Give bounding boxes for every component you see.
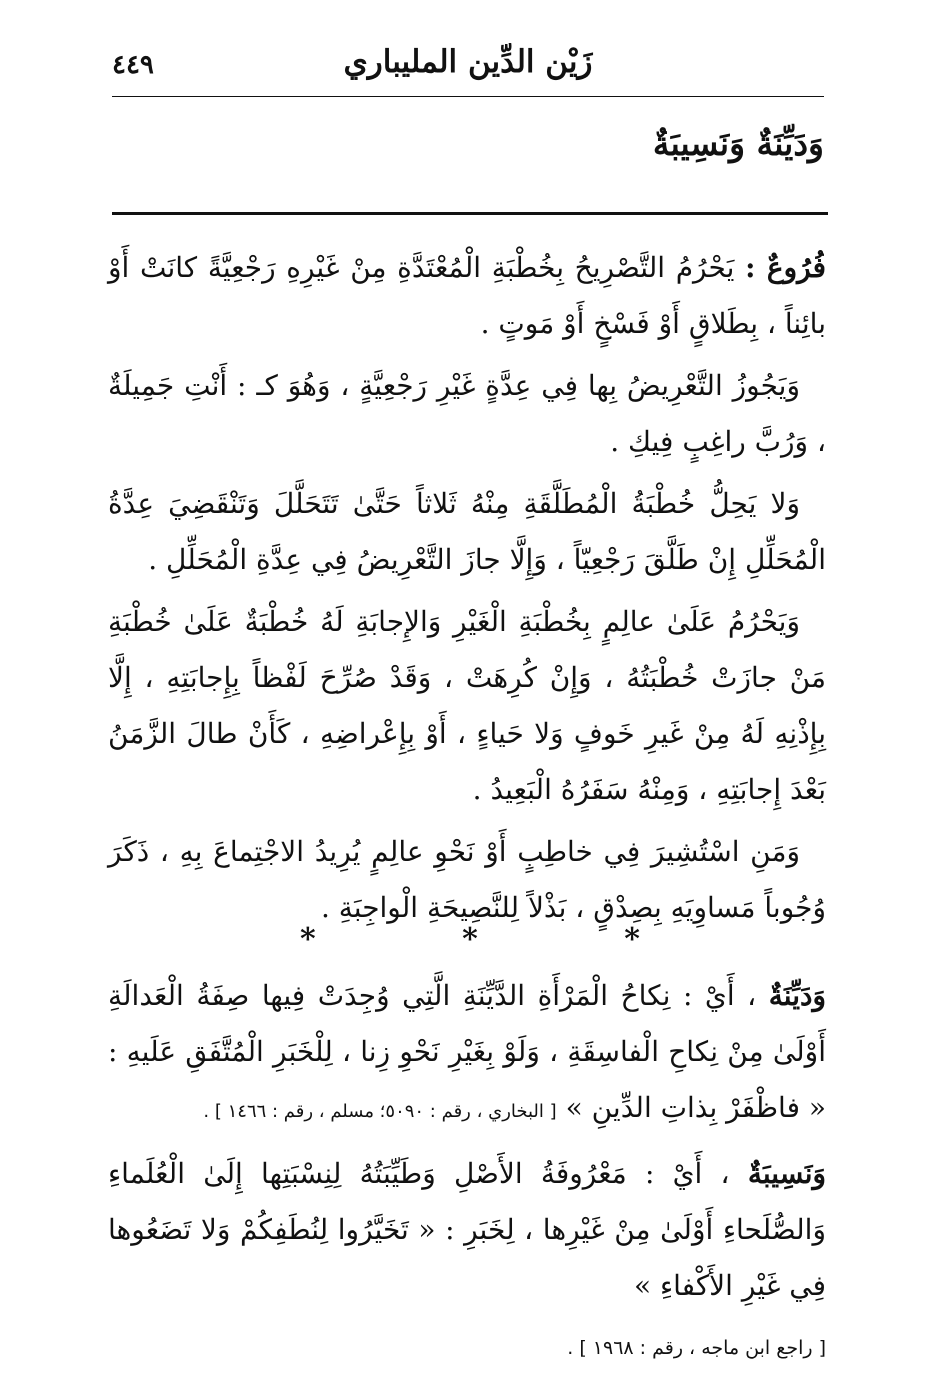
matn-text: وَدَيِّنَةٌ وَنَسِيبَةٌ — [652, 124, 824, 163]
running-title: زَيْن الدِّين المليباري — [343, 44, 593, 80]
matn-divider — [112, 212, 828, 215]
explanation-section — [108, 968, 826, 1376]
section-separator — [300, 922, 640, 958]
term-nasiba: وَنَسِيبَةٌ — [747, 1157, 827, 1190]
hadith-reference: [ البخاري ، رقم : ٥٠٩٠؛ مسلم ، رقم : ١٤٦٦ ] . — [203, 1101, 557, 1122]
separator-star: * — [300, 922, 316, 957]
separator-star: * — [624, 922, 640, 957]
term-dayyina: وَدَيِّنَةٌ — [768, 979, 826, 1012]
commentary-section — [108, 240, 826, 942]
paragraph-tarid: وَيَجُوزُ التَّعْرِيضُ بِها فِي عِدَّةٍ غَيْرِ رَجْعِيَّةٍ ، وَهُوَ كـ : أَنْتِ جَمِيلَةٌ ، وَرُبَّ راغِبٍ فِيكِ . — [108, 369, 826, 458]
paragraph-mutallaqa: وَلا يَحِلُّ خُطْبَةُ الْمُطَلَّقَةِ مِنْهُ ثَلاثاً حَتَّىٰ تَتَحَلَّلَ وَتَنْقَضِيَ عِدَّةُ الْمُحَلِّلِ إِنْ طَلَّقَ رَجْعِيّاً ، وَإِلَّا جازَ التَّعْرِيضُ فِي عِدَّةِ الْمُحَلِّلِ . — [108, 487, 826, 576]
paragraph-furu — [108, 240, 826, 352]
separator-star: * — [462, 922, 478, 957]
section-heading-furu: فُرُوعٌ : — [745, 251, 826, 284]
paragraph-text: يَحْرُمُ التَّصْرِيحُ بِخُطْبَةِ الْمُعْتَدَّةِ مِنْ غَيْرِهِ رَجْعِيَّةً كانَتْ أَوْ بائِناً ، بِطَلاقٍ أَوْ فَسْخٍ أَوْ مَوتٍ . — [108, 251, 826, 340]
paragraph-khitba: وَيَحْرُمُ عَلَىٰ عالِمٍ بِخُطْبَةِ الْغَيْرِ وَالإِجابَةِ لَهُ خُطْبَةٌ عَلَىٰ خُطْبَةِ مَنْ جازَتْ خُطْبَتُهُ ، وَإِنْ كُرِهَتْ ، وَقَدْ صُرِّحَ لَفْظاً بِإِجابَتِهِ ، إِلَّا بِإِذْنِهِ لَهُ مِنْ غَيرِ خَوفٍ وَلا حَياءٍ ، أَوْ بِإِعْراضِهِ ، كَأَنْ طالَ الزَّمَنُ بَعْدَ إِجابَتِهِ ، وَمِنْهُ سَفَرُهُ الْبَعِيدُ . — [108, 605, 826, 806]
hadith-reference: [ راجع ابن ماجه ، رقم : ١٩٦٨ ] . — [567, 1337, 826, 1359]
paragraph-text: ، أَيْ : نِكاحُ الْمَرْأَةِ الدَّيِّنَةِ الَّتِي وُجِدَتْ فِيها صِفَةُ الْعَدالَةِ أَوْلَىٰ مِنْ نِكاحِ الْفاسِقَةِ ، وَلَوْ بِغَيْرِ نَحْوِ زِنا ، لِلْخَبَرِ الْمُتَّفَقِ عَلَيهِ : « فاظْفَرْ بِذاتِ الدِّينِ » — [108, 979, 826, 1124]
paragraph-nasiba — [108, 1146, 826, 1314]
page-header — [112, 42, 824, 90]
page-number: ٤٤٩ — [112, 50, 154, 80]
paragraph-istishara: وَمَنِ اسْتُشِيرَ فِي خاطِبٍ أَوْ نَحْوِ عالِمٍ يُرِيدُ الاجْتِماعَ بِهِ ، ذَكَرَ وُجُوباً مَساوِيَهِ بِصِدْقٍ ، بَذْلاً لِلنَّصِيحَةِ الْواجِبَةِ . — [108, 835, 826, 924]
paragraph-text: ، أَيْ : مَعْرُوفَةُ الأَصْلِ وَطَيِّبَتُهُ لِنِسْبَتِها إِلَىٰ الْعُلَماءِ وَالصُّلَحاءِ أَوْلَىٰ مِنْ غَيْرِها ، لِخَبَرِ : « تَخَيَّرُوا لِنُطَفِكُمْ وَلا تَضَعُوها فِي غَيْرِ الأَكْفاءِ » — [108, 1157, 826, 1302]
paragraph-dayyina — [108, 968, 826, 1140]
header-rule — [112, 96, 824, 97]
